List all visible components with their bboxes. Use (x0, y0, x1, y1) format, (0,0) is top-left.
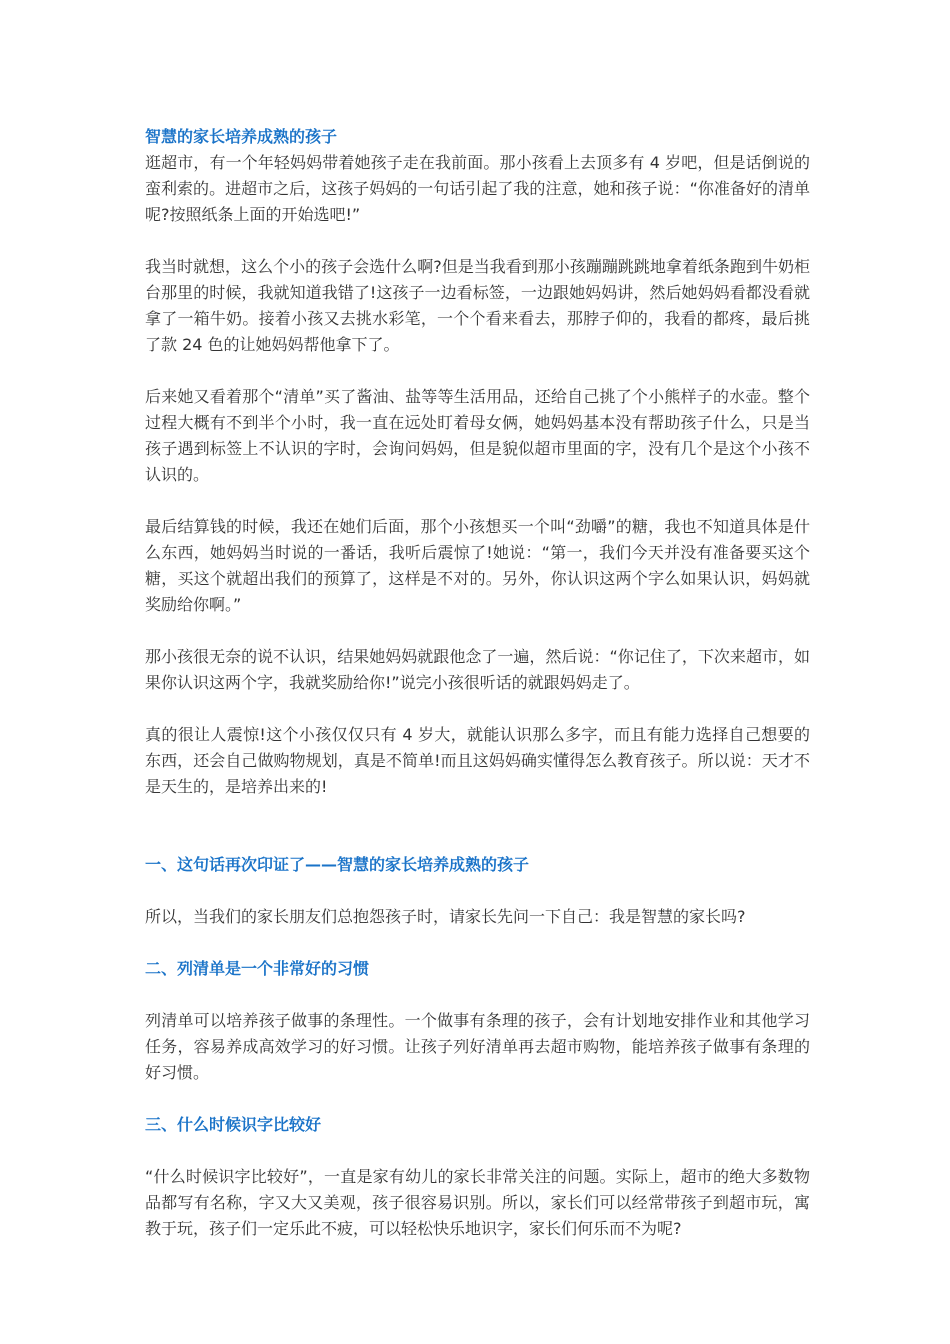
paragraph-gap (145, 618, 810, 644)
section-body-1: 所以，当我们的家长朋友们总抱怨孩子时，请家长先问一下自己：我是智慧的家长吗? (145, 907, 746, 926)
paragraph-gap (145, 228, 810, 254)
section-heading-1: 一、这句话再次印证了——智慧的家长培养成熟的孩子 (145, 855, 530, 874)
paragraph-gap (145, 930, 810, 956)
paragraph-gap (145, 982, 810, 1008)
article-title: 智慧的家长培养成熟的孩子 (145, 127, 338, 146)
paragraph-3: 后来她又看着那个“清单”买了酱油、盐等等生活用品，还给自己挑了个小熊样子的水壶。整个过程大概有不到半个小时，我一直在远处盯着母女俩，她妈妈基本没有帮助孩子什么，只是当孩子遇到标签上不认识的字时，会询问妈妈，但是貌似超市里面的字，没有几个是这个小孩不认识的。 (145, 387, 810, 484)
paragraph-4: 最后结算钱的时候，我还在她们后面，那个小孩想买一个叫“劲嚼”的糖，我也不知道具体是什么东西，她妈妈当时说的一番话，我听后震惊了!她说：“第一，我们今天并没有准备要买这个糖，买这个就超出我们的预算了，这样是不对的。另外，你认识这两个字么如果认识，妈妈就奖励给你啊。” (145, 517, 810, 614)
section-heading-3: 三、什么时候识字比较好 (145, 1115, 322, 1134)
section-body-3: “什么时候识字比较好”，一直是家有幼儿的家长非常关注的问题。实际上，超市的绝大多数物品都写有名称，字又大又美观，孩子很容易识别。所以，家长们可以经常带孩子到超市玩，寓教于玩，孩子们一定乐此不疲，可以轻松快乐地识字，家长们何乐而不为呢? (145, 1167, 810, 1238)
paragraph-1: 逛超市，有一个年轻妈妈带着她孩子走在我前面。那小孩看上去顶多有 4 岁吧，但是话倒说的蛮利索的。进超市之后，这孩子妈妈的一句话引起了我的注意，她和孩子说：“你准备好的清单呢?按照纸条上面的开始选吧!” (145, 153, 810, 224)
section-heading-2: 二、列清单是一个非常好的习惯 (145, 959, 370, 978)
paragraph-gap (145, 488, 810, 514)
paragraph-gap (145, 358, 810, 384)
paragraph-5: 那小孩很无奈的说不认识，结果她妈妈就跟他念了一遍，然后说：“你记住了，下次来超市，如果你认识这两个字，我就奖励给你!”说完小孩很听话的就跟妈妈走了。 (145, 647, 810, 692)
paragraph-6: 真的很让人震惊!这个小孩仅仅只有 4 岁大，就能认识那么多字，而且有能力选择自己想要的东西，还会自己做购物规划，真是不简单!而且这妈妈确实懂得怎么教育孩子。所以说：天才不是天生的，是培养出来的! (145, 725, 810, 796)
paragraph-gap (145, 696, 810, 722)
paragraph-gap (145, 826, 810, 852)
document-page (145, 124, 810, 1242)
paragraph-gap (145, 1138, 810, 1164)
paragraph-gap (145, 1086, 810, 1112)
paragraph-2: 我当时就想，这么个小的孩子会选什么啊?但是当我看到那小孩蹦蹦跳跳地拿着纸条跑到牛奶柜台那里的时候，我就知道我错了!这孩子一边看标签，一边跟她妈妈讲，然后她妈妈看都没看就拿了一箱牛奶。接着小孩又去挑水彩笔，一个个看来看去，那脖子仰的，我看的都疼，最后挑了款 24 色的让她妈妈帮他拿下了。 (145, 257, 810, 354)
paragraph-gap (145, 800, 810, 826)
paragraph-gap (145, 878, 810, 904)
section-body-2: 列清单可以培养孩子做事的条理性。一个做事有条理的孩子，会有计划地安排作业和其他学习任务，容易养成高效学习的好习惯。让孩子列好清单再去超市购物，能培养孩子做事有条理的好习惯。 (145, 1011, 810, 1082)
